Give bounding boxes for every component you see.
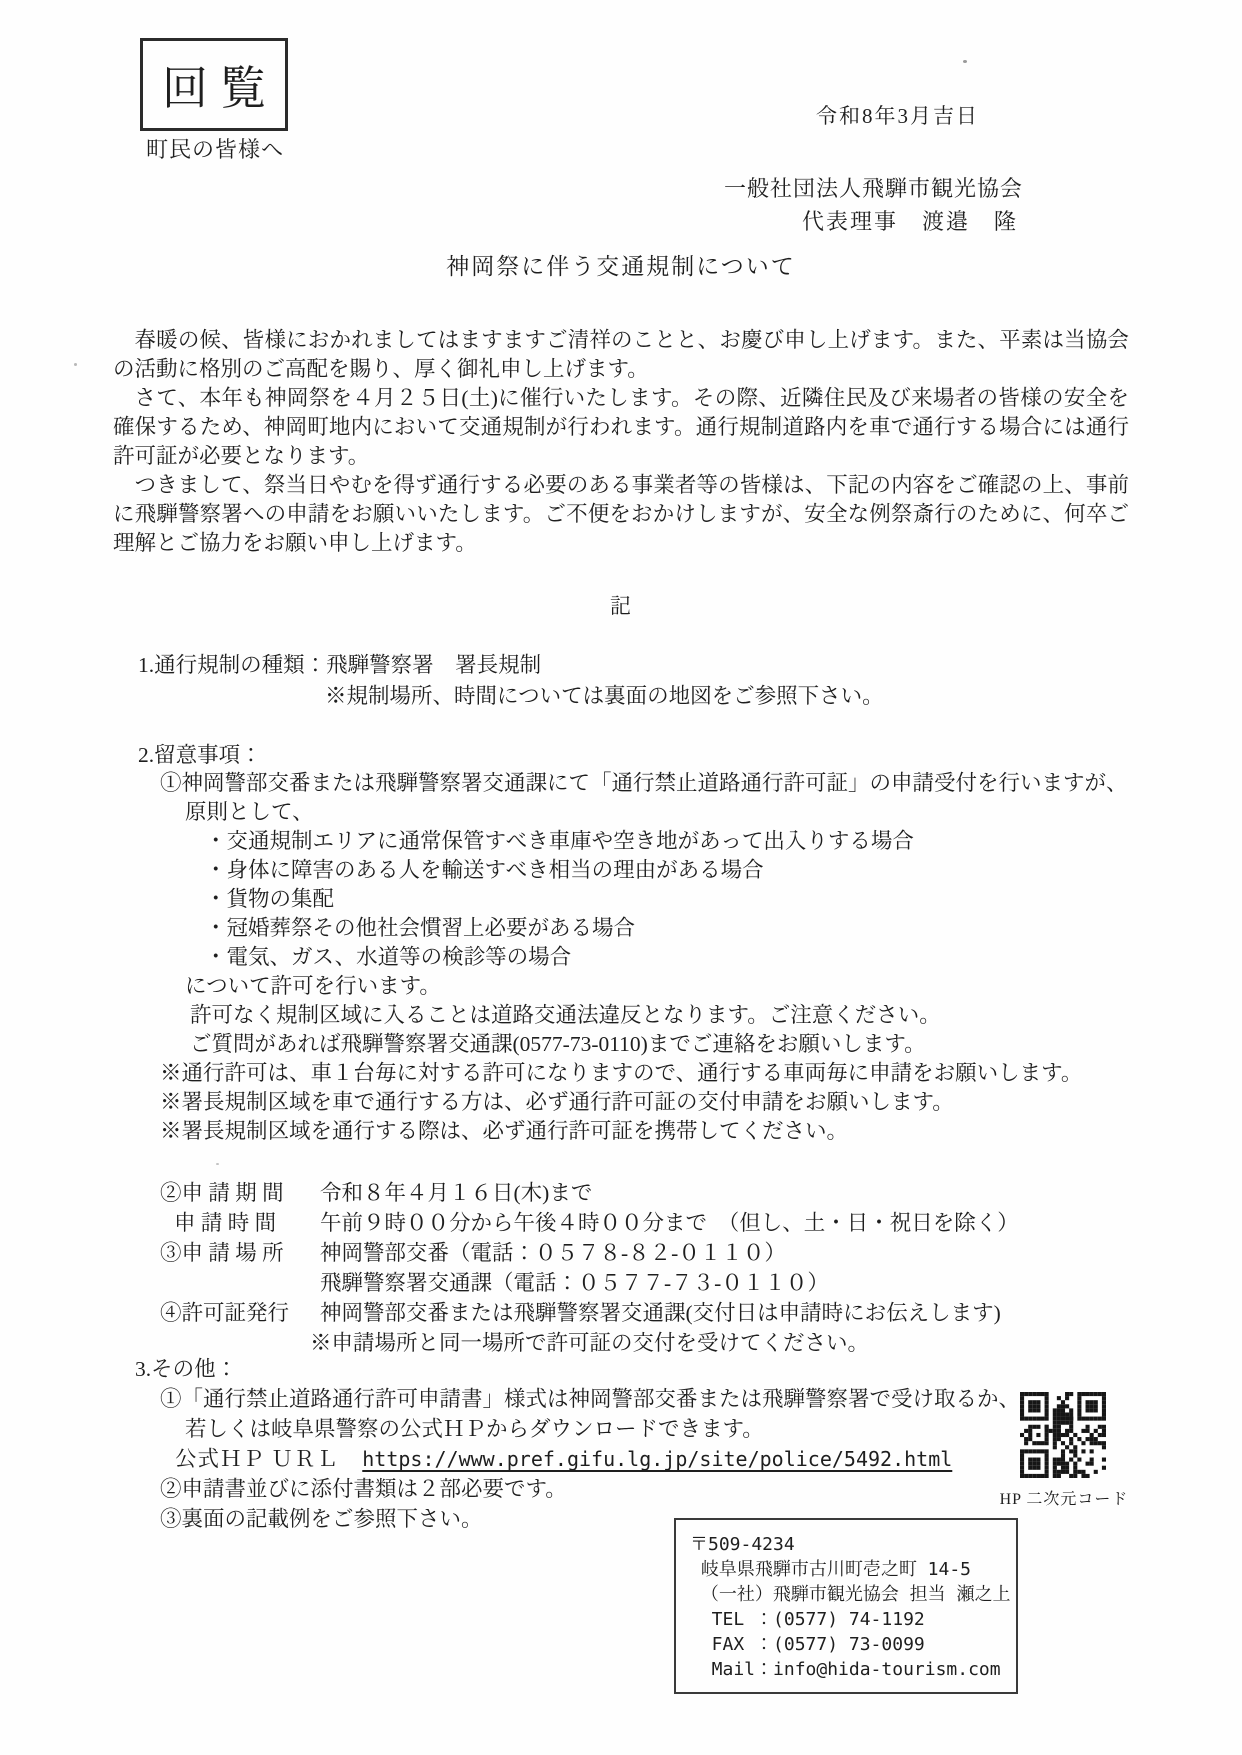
section3-line: 若しくは岐阜県警察の公式ＨＰからダウンロードできます。 [185, 1417, 764, 1441]
circulation-stamp-text: 回覧 [162, 62, 278, 114]
scan-speck [216, 1163, 219, 1165]
permitted-case-item: ・貨物の集配 [205, 887, 335, 911]
official-hp-url: https://www.pref.gifu.lg.jp/site/police/5492.html [362, 1447, 953, 1471]
application-info [113, 1178, 1173, 1358]
permitted-case-item: ・電気、ガス、水道等の検診等の場合 [205, 945, 572, 969]
scan-speck [963, 60, 967, 63]
application-row-label: 申 請 時 間 [174, 1211, 277, 1235]
issue-date: 令和8年3月吉日 [816, 104, 979, 128]
section2-warning-line: 許可なく規制区域に入ることは道路交通法違反となります。ご注意ください。 [190, 1003, 941, 1027]
application-row-label: ③申 請 場 所 [160, 1241, 284, 1265]
application-row [113, 1208, 1173, 1238]
section1-heading: 1.通行規制の種類：飛騨警察署 署長規制 [138, 653, 542, 677]
application-row-label: ②申 請 期 間 [160, 1181, 284, 1205]
official-hp-url-label: 公式ＨＰ ＵＲＬ [175, 1447, 339, 1471]
application-row [113, 1298, 1173, 1328]
organization-name: 一般社団法人飛騨市観光協会 [724, 176, 1024, 201]
scan-speck [74, 363, 77, 366]
section2-contact-line: ご質問があれば飛騨警察署交通課(0577-73-0110)までご連絡をお願いします。 [190, 1032, 926, 1056]
section3-line: ②申請書並びに添付書類は２部必要です。 [160, 1477, 567, 1501]
contact-address: 岐阜県飛騨市古川町壱之町 14-5 [690, 1559, 972, 1580]
contact-tel: TEL ：(0577) 74-1192 [690, 1609, 925, 1630]
section3-line: ③裏面の記載例をご参照下さい。 [160, 1507, 483, 1531]
section-traffic-regulation-type [113, 650, 884, 712]
qr-code-caption: HP 二次元コード [999, 1491, 1129, 1508]
document-title: 神岡祭に伴う交通規制について [446, 254, 796, 279]
memo-marker: 記 [610, 594, 632, 618]
contact-fax: FAX ：(0577) 73-0099 [690, 1634, 925, 1655]
section2-intro-line: 原則として、 [185, 800, 314, 824]
contact-info-box [674, 1518, 1018, 1694]
body-paragraph: つきまして、祭当日やむを得ず通行する必要のある事業者等の皆様は、下記の内容をご確認の上、事前に飛騨警察署への申請をお願いいたします。ご不便をおかけしますが、安全な例祭斎行のために、何卒ご理解とご協力をお願い申し上げます。 [113, 473, 1129, 555]
official-hp-url-line [113, 1444, 1033, 1474]
representative-name: 代表理事 渡邉 隆 [802, 209, 1019, 234]
section2-intro-line: ①神岡警部交番または飛騨警察署交通課にて「通行禁止道路通行許可証」の申請受付を行いますが、 [160, 771, 1128, 795]
qr-code [1020, 1392, 1106, 1478]
application-row-label: ④許可証発行 [160, 1301, 290, 1325]
section-other [113, 1384, 1033, 1534]
section2-heading: 2.留意事項： [138, 743, 262, 767]
contact-postal-code: 〒509-4234 [690, 1534, 795, 1555]
contact-mail: Mail：info@hida-tourism.com [690, 1659, 1001, 1680]
circulation-stamp-box [140, 38, 288, 131]
permitted-case-item: ・身体に障害のある人を輸送すべき相当の理由がある場合 [205, 858, 764, 882]
application-row-label [113, 1268, 320, 1298]
section2-note: ※通行許可は、車１台毎に対する許可になりますので、通行する車両毎に申請をお願いします。 [160, 1061, 1083, 1085]
application-note: ※申請場所と同一場所で許可証の交付を受けてください。 [310, 1331, 870, 1355]
permitted-case-item: ・冠婚葬祭その他社会慣習上必要がある場合 [205, 916, 636, 940]
application-row-value: 神岡警部交番（電話：０５７８-８２-０１１０） [320, 1241, 786, 1265]
section-notices [113, 769, 1173, 1146]
section2-closing-line: について許可を行います。 [185, 974, 441, 998]
application-row [113, 1178, 1173, 1208]
application-row-value: 飛騨警察署交通課（電話：０５７７-７３-０１１０） [320, 1271, 829, 1295]
application-row-value: 午前９時００分から午後４時００分まで （但し、土・日・祝日を除く） [320, 1211, 1019, 1235]
section2-note: ※署長規制区域を通行する際は、必ず通行許可証を携帯してください。 [160, 1119, 849, 1143]
salutation: 町民の皆様へ [146, 137, 285, 162]
body-paragraph: さて、本年も神岡祭を４月２５日(土)に催行いたします。その際、近隣住民及び来場者の皆様の安全を確保するため、神岡町地内において交通規制が行われます。通行規制道路内を車で通行する場合には通行許可証が必要となります。 [113, 386, 1129, 468]
application-row-value: 神岡警部交番または飛騨警察署交通課(交付日は申請時にお伝えします) [320, 1301, 1001, 1325]
body-paragraph: 春暖の候、皆様におかれましてはますますご清祥のことと、お慶び申し上げます。また、平素は当協会の活動に格別のご高配を賜り、厚く御礼申し上げます。 [113, 328, 1129, 381]
permitted-case-item: ・交通規制エリアに通常保管すべき車庫や空き地があって出入りする場合 [205, 829, 914, 853]
section1-note: ※規制場所、時間については裏面の地図をご参照下さい。 [325, 684, 884, 708]
section3-heading: 3.その他： [135, 1357, 238, 1381]
section3-line: ①「通行禁止道路通行許可申請書」様式は神岡警部交番または飛騨警察署で受け取るか、 [160, 1387, 1021, 1411]
application-row [113, 1238, 1173, 1268]
contact-organization: （一社）飛騨市観光協会 担当 瀬之上 [690, 1584, 1011, 1605]
application-row-value: 令和８年４月１６日(木)まで [320, 1181, 593, 1205]
section2-note: ※署長規制区域を車で通行する方は、必ず通行許可証の交付申請をお願いします。 [160, 1090, 954, 1114]
body-paragraphs [113, 326, 1129, 558]
application-row [113, 1268, 1173, 1298]
